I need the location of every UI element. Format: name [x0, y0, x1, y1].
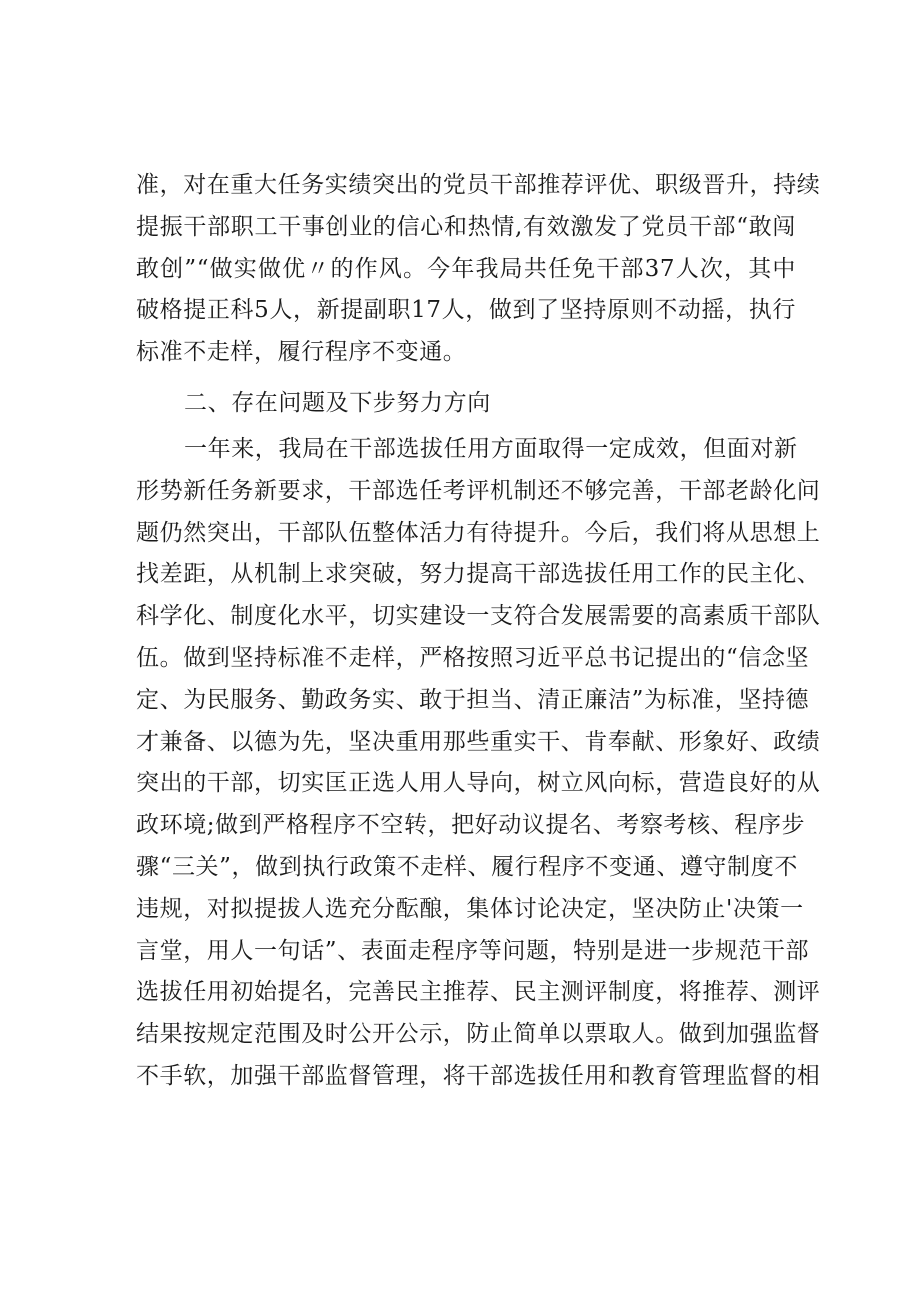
section-heading: [136, 383, 796, 425]
paragraph-line: 破格提正科5人，新提副职17人，做到了坚持原则不动摇，执行: [136, 297, 796, 324]
paragraph-line: 定、为民服务、勤政务实、敢于担当、清正廉洁”为标准，坚持德: [136, 686, 810, 713]
paragraph-line: 伍。做到坚持标准不走样，严格按照习近平总书记提出的“信念坚: [136, 644, 810, 671]
paragraph-line: 提振干部职工干事创业的信心和热情,有效激发了党员干部“敢闯: [136, 213, 796, 240]
paragraph-line: 题仍然突出，干部队伍整体活力有待提升。今后，我们将从思想上: [136, 519, 821, 546]
paragraph-line: 违规，对拟提拔人选充分酝酿，集体讨论决定，坚决防止'决策一: [136, 895, 804, 922]
section-heading-text: 二、存在问题及下步努力方向: [184, 390, 491, 416]
paragraph-line: 突出的干部，切实匡正选人用人导向，树立风向标，营造良好的从: [136, 770, 821, 797]
paragraph-line: 准，对在重大任务实绩突出的党员干部推荐评优、职级晋升，持续: [136, 172, 821, 198]
paragraph-line: 形势新任务新要求，干部选任考评机制还不够完善，干部老龄化问: [136, 477, 821, 504]
paragraph-line: 结果按规定范围及时公开公示，防止简单以票取人。做到加强监督: [136, 1021, 821, 1048]
paragraph-line: 敢创”“做实做优〃的作风。今年我局共任免干部37人次，其中: [136, 255, 796, 282]
paragraph-line: 才兼备、以德为先，坚决重用那些重实干、肯奉献、形象好、政绩: [136, 728, 821, 755]
paragraph-2: [136, 429, 821, 1098]
paragraph-line: 政环境;做到严格程序不空转，把好动议提名、考察考核、程序步: [136, 812, 806, 839]
paragraph-line: 找差距，从机制上求突破，努力提高干部选拔任用工作的民主化、: [136, 561, 821, 588]
paragraph-line: 言堂，用人一句话”、表面走程序等问题，特别是进一步规范干部: [136, 937, 810, 964]
paragraph-line: 科学化、制度化水平，切实建设一支符合发展需要的高素质干部队: [136, 603, 821, 630]
paragraph-line: 标准不走样，履行程序不变通。: [136, 339, 467, 366]
paragraph-line: 不手软，加强干部监督管理，将干部选拔任用和教育管理监督的相: [136, 1062, 821, 1089]
paragraph-line: 选拔任用初始提名，完善民主推荐、民主测评制度，将推荐、测评: [136, 979, 821, 1006]
paragraph-line: 一年来，我局在干部选拔任用方面取得一定成效，但面对新: [184, 436, 798, 462]
paragraph-line: 骤“三关”，做到执行政策不走样、履行程序不变通、遵守制度不: [136, 853, 798, 880]
paragraph-1: [136, 165, 821, 374]
